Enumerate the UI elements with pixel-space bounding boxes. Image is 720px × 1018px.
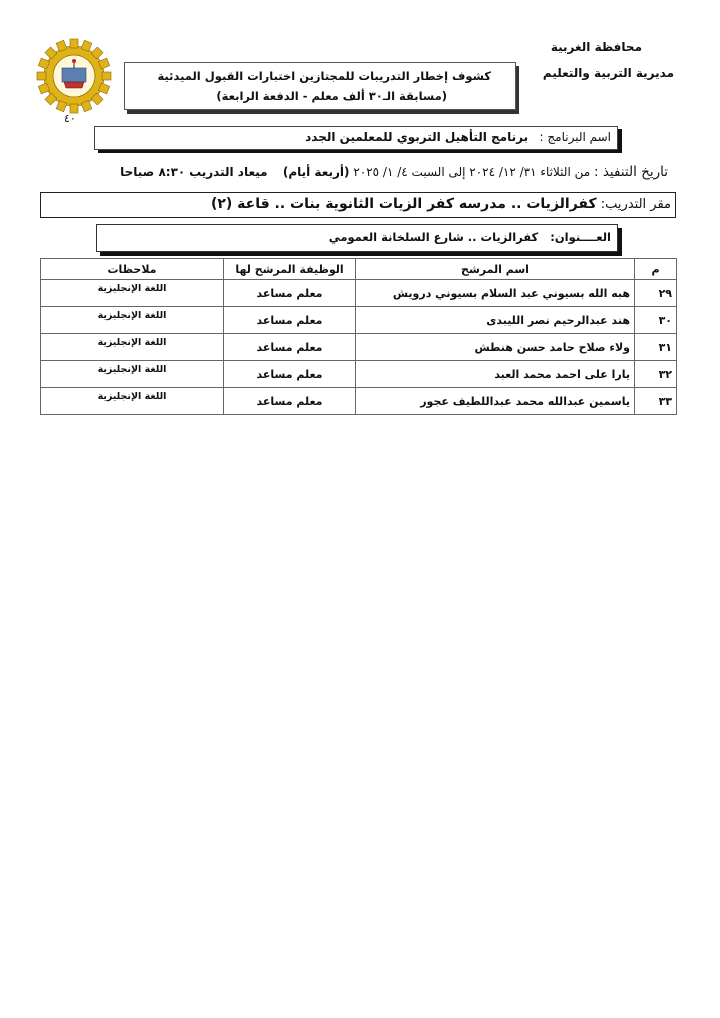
training-time-value: ٨:٣٠ صباحا — [120, 165, 186, 179]
execution-dates-line — [120, 164, 668, 180]
row-number: ٣٣ — [635, 388, 677, 415]
table-row — [41, 334, 677, 361]
candidate-note: اللغة الإنجليزية — [41, 280, 224, 307]
table-row — [41, 388, 677, 415]
venue-box — [40, 192, 676, 218]
candidate-name: ياسمين عبدالله محمد عبداللطيف عجور — [356, 388, 635, 415]
row-number: ٣١ — [635, 334, 677, 361]
row-number: ٣٠ — [635, 307, 677, 334]
candidate-note: اللغة الإنجليزية — [41, 388, 224, 415]
execution-label: تاريخ التنفيذ : — [594, 164, 668, 180]
candidate-job: معلم مساعد — [224, 280, 356, 307]
execution-duration: (أربعة أيام) — [282, 165, 350, 179]
candidates-table — [40, 258, 677, 415]
header-candidate-name: اسم المرشح — [356, 259, 635, 280]
candidate-job: معلم مساعد — [224, 334, 356, 361]
header-notes: ملاحظات — [41, 259, 224, 280]
program-box — [94, 126, 618, 150]
candidate-name: يارا على احمد محمد العبد — [356, 361, 635, 388]
row-number: ٢٩ — [635, 280, 677, 307]
candidate-job: معلم مساعد — [224, 307, 356, 334]
candidate-note: اللغة الإنجليزية — [41, 307, 224, 334]
candidate-note: اللغة الإنجليزية — [41, 361, 224, 388]
address-label: العــــنوان: — [550, 230, 611, 244]
candidate-name: هبه الله بسيوني عبد السلام بسيوني درويش — [356, 280, 635, 307]
row-number: ٣٢ — [635, 361, 677, 388]
program-name: برنامج التأهيل التربوي للمعلمين الجدد — [305, 130, 529, 144]
address-value: كفرالزيات .. شارع السلخانة العمومي — [328, 230, 539, 244]
candidate-name: هند عبدالرحيم نصر الليبدى — [356, 307, 635, 334]
ministry-logo-icon — [36, 38, 112, 114]
page-number: ٤٠ — [64, 112, 76, 125]
candidate-note: اللغة الإنجليزية — [41, 334, 224, 361]
directorate-title: مديرية التربية والتعليم — [542, 66, 674, 80]
table-row — [41, 361, 677, 388]
venue-label: مقر التدريب: — [600, 197, 671, 212]
table-row — [41, 307, 677, 334]
candidate-job: معلم مساعد — [224, 361, 356, 388]
program-label: اسم البرنامج : — [539, 130, 611, 144]
document-title: كشوف إخطار التدريبات للمجتازين اختبارات القبول الميدئية — [157, 69, 491, 83]
training-time-label: ميعاد التدريب — [189, 165, 268, 179]
header-job: الوظيفة المرشح لها — [224, 259, 356, 280]
venue-value: كفرالزيات .. مدرسه كفر الزيات الثانوية بنات .. قاعة (٢) — [210, 196, 597, 212]
document-subtitle: (مسابقة الـ٣٠ ألف معلم - الدفعة الرابعة) — [216, 89, 447, 103]
document-title-box — [124, 62, 516, 110]
address-box — [96, 224, 618, 252]
table-header-row — [41, 259, 677, 280]
governorate-title: محافظة الغربية — [550, 40, 642, 54]
candidate-job: معلم مساعد — [224, 388, 356, 415]
header-number: م — [635, 259, 677, 280]
table-row — [41, 280, 677, 307]
candidate-name: ولاء صلاح حامد حسن هنطش — [356, 334, 635, 361]
execution-range: من الثلاثاء ٣١/ ١٢/ ٢٠٢٤ إلى السبت ٤/ ١/ ٢٠٢٥ — [353, 165, 591, 179]
